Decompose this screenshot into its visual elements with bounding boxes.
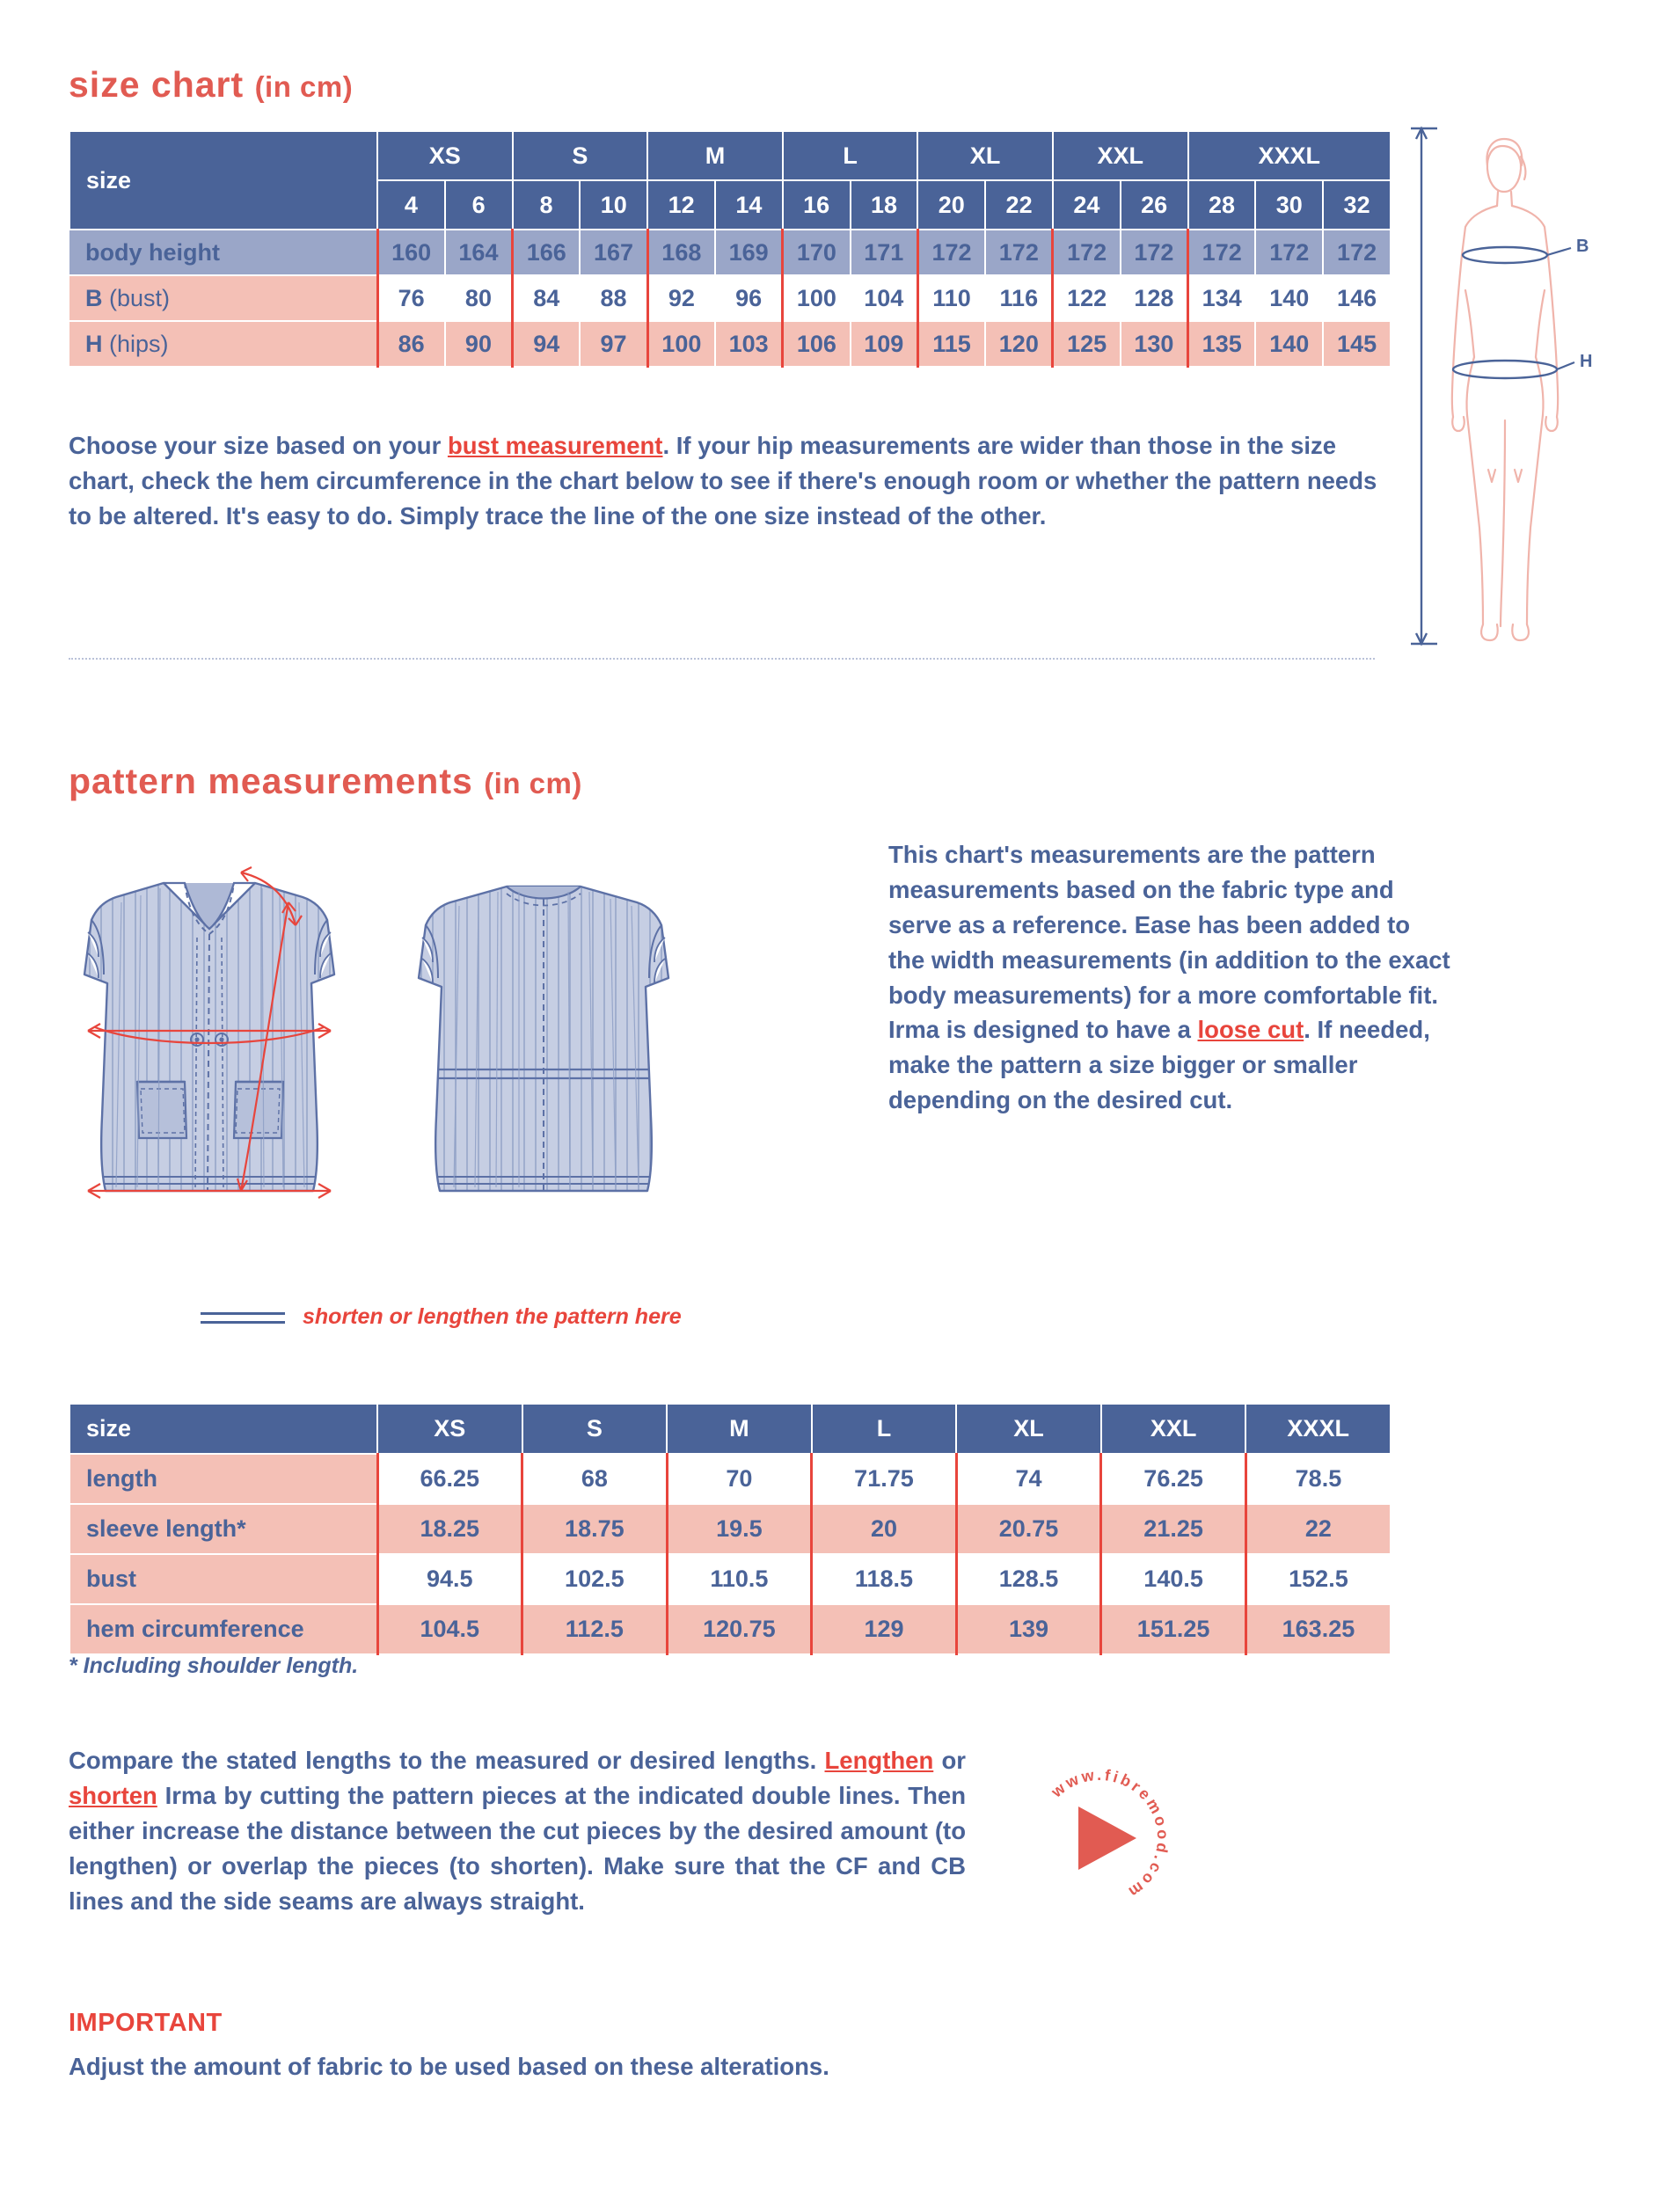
cell: 168 bbox=[647, 230, 715, 275]
alteration-mid1: or bbox=[933, 1747, 966, 1774]
numeric-size-28: 28 bbox=[1188, 180, 1256, 230]
size-chart-heading bbox=[69, 64, 353, 106]
intro-part1: Choose your size based on your bbox=[69, 432, 448, 459]
cell: 118.5 bbox=[812, 1554, 957, 1604]
figure-label-bust: B bbox=[1576, 237, 1589, 256]
garment-back-view bbox=[419, 887, 668, 1191]
cell: 172 bbox=[985, 230, 1053, 275]
cell: 172 bbox=[1255, 230, 1323, 275]
pattern-col-m: M bbox=[667, 1404, 812, 1454]
pattern-col-s: S bbox=[522, 1404, 668, 1454]
cell: 88 bbox=[580, 275, 647, 321]
size-chart-table bbox=[69, 130, 1391, 368]
cell: 172 bbox=[1188, 230, 1256, 275]
cell: 94 bbox=[513, 321, 581, 367]
cell: 172 bbox=[1323, 230, 1391, 275]
cell: 22 bbox=[1245, 1504, 1391, 1554]
size-group-s: S bbox=[513, 131, 648, 180]
cell: 134 bbox=[1188, 275, 1256, 321]
logo-url-text: www.fibremood.com bbox=[1048, 1765, 1172, 1903]
cell: 140 bbox=[1255, 275, 1323, 321]
row-label-hips-letter: H bbox=[85, 330, 103, 357]
pattern-table-tbody bbox=[69, 1454, 1391, 1654]
cell: 110.5 bbox=[667, 1554, 812, 1604]
row-label-body-height: body height bbox=[69, 230, 377, 275]
intro-part2: . If your hip measurements are wider than those in the size chart, check the hem circumference in the chart below to see if there's enough room or whether the pattern needs to be altered. It's easy to do. Simply trace the line of the one size instead of the other. bbox=[69, 432, 1377, 529]
cell: 128 bbox=[1121, 275, 1188, 321]
double-line-icon bbox=[201, 1310, 285, 1325]
cell: 97 bbox=[580, 321, 647, 367]
cell: 163.25 bbox=[1245, 1604, 1391, 1654]
cell: 80 bbox=[445, 275, 513, 321]
figure-label-hips: H bbox=[1580, 352, 1593, 371]
cell: 109 bbox=[851, 321, 918, 367]
pattern-row-label-hem-circumference: hem circumference bbox=[69, 1604, 377, 1654]
size-group-m: M bbox=[647, 131, 783, 180]
cell: 139 bbox=[956, 1604, 1101, 1654]
cell: 160 bbox=[377, 230, 445, 275]
size-chart-heading-unit: (in cm) bbox=[254, 70, 354, 103]
cell: 140 bbox=[1255, 321, 1323, 367]
numeric-size-6: 6 bbox=[445, 180, 513, 230]
cell: 78.5 bbox=[1245, 1454, 1391, 1504]
important-label: IMPORTANT bbox=[69, 2009, 223, 2037]
sleeve-length-footnote: * Including shoulder length. bbox=[69, 1653, 359, 1678]
cell: 20.75 bbox=[956, 1504, 1101, 1554]
size-group-l: L bbox=[783, 131, 918, 180]
cell: 110 bbox=[917, 275, 985, 321]
pattern-row-label-bust: bust bbox=[69, 1554, 377, 1604]
cell: 18.75 bbox=[522, 1504, 668, 1554]
cell: 167 bbox=[580, 230, 647, 275]
pattern-desc-highlight-loose-cut[interactable]: loose cut bbox=[1197, 1016, 1304, 1044]
numeric-size-22: 22 bbox=[985, 180, 1053, 230]
cell: 96 bbox=[715, 275, 783, 321]
numeric-size-32: 32 bbox=[1323, 180, 1391, 230]
pattern-col-xl: XL bbox=[956, 1404, 1101, 1454]
pattern-table-header-row bbox=[69, 1404, 1391, 1454]
pattern-col-xs: XS bbox=[377, 1404, 522, 1454]
cell: 170 bbox=[783, 230, 851, 275]
numeric-size-26: 26 bbox=[1121, 180, 1188, 230]
numeric-size-8: 8 bbox=[513, 180, 581, 230]
cell: 166 bbox=[513, 230, 581, 275]
table-row bbox=[69, 275, 1391, 321]
cell: 100 bbox=[647, 321, 715, 367]
body-height-arrow bbox=[1411, 128, 1437, 644]
size-chart-thead bbox=[69, 131, 1391, 230]
size-group-xs: XS bbox=[377, 131, 513, 180]
cell: 172 bbox=[1053, 230, 1121, 275]
numeric-size-16: 16 bbox=[783, 180, 851, 230]
alteration-highlight-lengthen[interactable]: Lengthen bbox=[824, 1747, 934, 1774]
alteration-highlight-shorten[interactable]: shorten bbox=[69, 1781, 157, 1809]
cell: 112.5 bbox=[522, 1604, 668, 1654]
legend-label: shorten or lengthen the pattern here bbox=[303, 1304, 682, 1329]
pattern-row-label-length: length bbox=[69, 1454, 377, 1504]
cell: 84 bbox=[513, 275, 581, 321]
table-row bbox=[69, 321, 1391, 367]
cell: 145 bbox=[1323, 321, 1391, 367]
pattern-table-thead bbox=[69, 1404, 1391, 1454]
cell: 171 bbox=[851, 230, 918, 275]
cell: 18.25 bbox=[377, 1504, 522, 1554]
section-divider bbox=[69, 658, 1375, 660]
important-text: Adjust the amount of fabric to be used based on these alterations. bbox=[69, 2053, 829, 2080]
cell: 74 bbox=[956, 1454, 1101, 1504]
bust-measure-line bbox=[1463, 247, 1571, 263]
cell: 20 bbox=[812, 1504, 957, 1554]
cell: 122 bbox=[1053, 275, 1121, 321]
cell: 129 bbox=[812, 1604, 957, 1654]
cell: 146 bbox=[1323, 275, 1391, 321]
body-figure-svg bbox=[1407, 114, 1671, 668]
cell: 152.5 bbox=[1245, 1554, 1391, 1604]
numeric-size-10: 10 bbox=[580, 180, 647, 230]
cell: 128.5 bbox=[956, 1554, 1101, 1604]
cell: 76.25 bbox=[1101, 1454, 1246, 1504]
play-triangle-icon bbox=[1078, 1807, 1136, 1870]
cell: 151.25 bbox=[1101, 1604, 1246, 1654]
shorten-lengthen-legend bbox=[201, 1304, 682, 1330]
cell: 130 bbox=[1121, 321, 1188, 367]
size-chart-group-row bbox=[69, 131, 1391, 180]
cell: 103 bbox=[715, 321, 783, 367]
size-group-xxl: XXL bbox=[1053, 131, 1188, 180]
pattern-col-xxxl: XXXL bbox=[1245, 1404, 1391, 1454]
row-label-hips-sub: (hips) bbox=[109, 330, 169, 357]
cell: 140.5 bbox=[1101, 1554, 1246, 1604]
alteration-part2: Irma by cutting the pattern pieces at the indicated double lines. Then either increase the distance between the cut pieces by the desired amount (to lengthen) or overlap the pieces (to shorten). Make sure that the CF and CB lines and the side seams are always straight. bbox=[69, 1781, 966, 1915]
numeric-size-18: 18 bbox=[851, 180, 918, 230]
cell: 115 bbox=[917, 321, 985, 367]
pattern-desc-part2: . If needed, make the pattern a size bigger or smaller depending on the desired cut. bbox=[888, 1016, 1430, 1114]
cell: 104 bbox=[851, 275, 918, 321]
body-figure-illustration bbox=[1407, 114, 1671, 668]
pattern-desc-part1: This chart's measurements are the pattern measurements based on the fabric type and serve as a reference. Ease has been added to the width measurements (in addition to the exact body measurements) for a more comfortable fit. Irma is designed to have a bbox=[888, 841, 1450, 1044]
pattern-label-header: size bbox=[69, 1404, 377, 1454]
cell: 92 bbox=[647, 275, 715, 321]
fibremood-logo-svg bbox=[1020, 1759, 1179, 1917]
size-chart-heading-main: size chart bbox=[69, 64, 245, 105]
cell: 90 bbox=[445, 321, 513, 367]
cell: 169 bbox=[715, 230, 783, 275]
cell: 70 bbox=[667, 1454, 812, 1504]
cell: 125 bbox=[1053, 321, 1121, 367]
figure-outline bbox=[1452, 139, 1558, 640]
cell: 100 bbox=[783, 275, 851, 321]
alteration-part1: Compare the stated lengths to the measured or desired lengths. bbox=[69, 1747, 825, 1774]
cell: 76 bbox=[377, 275, 445, 321]
size-group-xxxl: XXXL bbox=[1188, 131, 1391, 180]
numeric-size-30: 30 bbox=[1255, 180, 1323, 230]
size-group-xl: XL bbox=[917, 131, 1053, 180]
size-chart-intro-paragraph bbox=[69, 428, 1406, 534]
pattern-description-paragraph bbox=[888, 837, 1451, 1118]
cell: 116 bbox=[985, 275, 1053, 321]
row-label-bust-sub: (bust) bbox=[109, 284, 171, 311]
numeric-size-14: 14 bbox=[715, 180, 783, 230]
pattern-row-label-sleeve-length: sleeve length* bbox=[69, 1504, 377, 1554]
technical-drawings bbox=[53, 818, 862, 1275]
cell: 19.5 bbox=[667, 1504, 812, 1554]
cell: 66.25 bbox=[377, 1454, 522, 1504]
cell: 68 bbox=[522, 1454, 668, 1504]
size-chart-tbody bbox=[69, 230, 1391, 367]
alteration-paragraph bbox=[69, 1743, 966, 1918]
pattern-measurements-table bbox=[69, 1403, 1391, 1655]
pattern-measurements-heading bbox=[69, 761, 582, 802]
pattern-heading-unit: (in cm) bbox=[484, 767, 582, 799]
fibremood-logo[interactable] bbox=[1020, 1759, 1179, 1917]
cell: 120 bbox=[985, 321, 1053, 367]
numeric-size-4: 4 bbox=[377, 180, 445, 230]
intro-highlight-bust-measurement[interactable]: bust measurement bbox=[447, 432, 663, 459]
technical-drawing-svg bbox=[53, 818, 862, 1275]
cell: 135 bbox=[1188, 321, 1256, 367]
cell: 102.5 bbox=[522, 1554, 668, 1604]
pattern-col-xxl: XXL bbox=[1101, 1404, 1246, 1454]
cell: 104.5 bbox=[377, 1604, 522, 1654]
table-row bbox=[69, 230, 1391, 275]
table-row bbox=[69, 1454, 1391, 1504]
numeric-size-20: 20 bbox=[917, 180, 985, 230]
pattern-heading-main: pattern measurements bbox=[69, 761, 473, 801]
table-row bbox=[69, 1504, 1391, 1554]
cell: 172 bbox=[1121, 230, 1188, 275]
cell: 94.5 bbox=[377, 1554, 522, 1604]
numeric-size-12: 12 bbox=[647, 180, 715, 230]
size-chart-label-header: size bbox=[69, 131, 377, 230]
cell: 71.75 bbox=[812, 1454, 957, 1504]
cell: 106 bbox=[783, 321, 851, 367]
table-row bbox=[69, 1554, 1391, 1604]
cell: 86 bbox=[377, 321, 445, 367]
row-label-bust bbox=[69, 275, 377, 321]
cell: 172 bbox=[917, 230, 985, 275]
table-row bbox=[69, 1604, 1391, 1654]
cell: 21.25 bbox=[1101, 1504, 1246, 1554]
row-label-bust-letter: B bbox=[85, 284, 103, 311]
numeric-size-24: 24 bbox=[1053, 180, 1121, 230]
cell: 120.75 bbox=[667, 1604, 812, 1654]
pattern-col-l: L bbox=[812, 1404, 957, 1454]
garment-front-view bbox=[84, 883, 334, 1191]
cell: 164 bbox=[445, 230, 513, 275]
row-label-hips bbox=[69, 321, 377, 367]
